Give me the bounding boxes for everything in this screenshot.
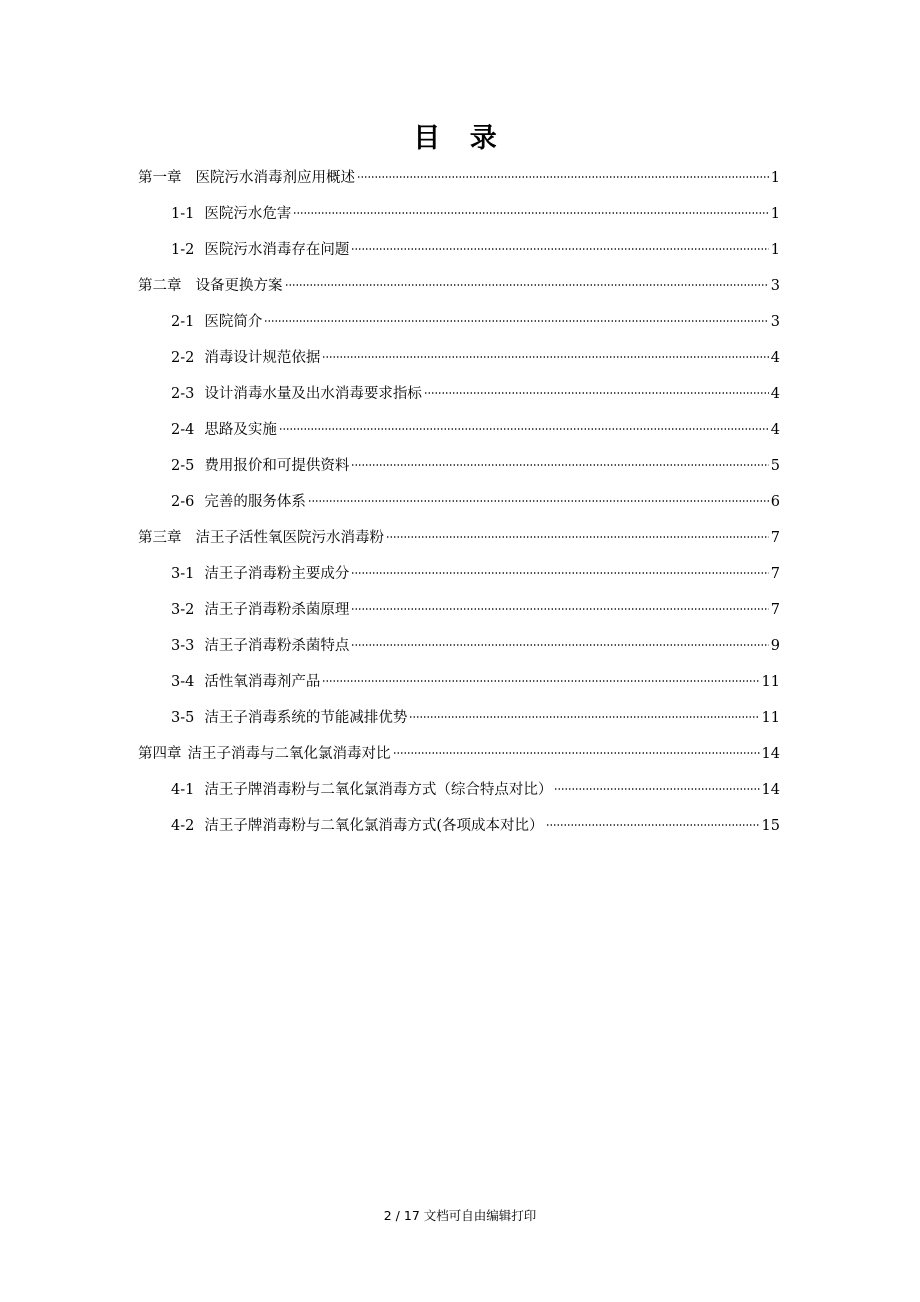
toc-entry-number: 2-3 [171,386,195,402]
toc-entry[interactable] [138,166,780,190]
toc-entry[interactable] [171,346,780,370]
toc-entry-label: 洁王子消毒粉杀菌特点 [204,638,350,654]
toc-entry-page: 4 [770,422,780,438]
toc-entry[interactable] [171,634,780,658]
toc-entry-number: 第一章 [138,170,182,186]
toc-entry-label: 设备更换方案 [195,278,283,294]
toc-entry[interactable] [171,670,780,694]
toc-leader-dots [285,284,769,286]
toc-entry-page: 7 [770,530,780,546]
toc-entry-number: 2-6 [171,494,195,510]
toc-entry-label: 设计消毒水量及出水消毒要求指标 [204,386,422,402]
toc-entry[interactable] [171,706,780,730]
toc-title: 目 录 [413,123,507,154]
toc-entry-number: 2-5 [171,458,195,474]
toc-leader-dots [424,392,769,394]
toc-entry-number: 第四章 [138,746,182,762]
toc-entry-page: 11 [761,674,780,690]
toc-entry[interactable] [138,274,780,298]
toc-entry-label: 洁王子活性氧医院污水消毒粉 [195,530,384,546]
toc-entry-number: 1-2 [171,242,195,258]
toc-entry-number: 3-4 [171,674,195,690]
toc-entry-page: 3 [770,278,780,294]
toc-entry[interactable] [171,490,780,514]
toc-entry[interactable] [171,238,780,262]
toc-entry[interactable] [171,202,780,226]
toc-leader-dots [351,464,768,466]
toc-leader-dots [279,428,769,430]
toc-leader-dots [264,320,768,322]
toc-entry-label: 医院污水消毒存在问题 [204,242,350,258]
toc-leader-dots [322,356,768,358]
toc-leader-dots [351,248,768,250]
toc-entry-number: 1-1 [171,206,195,222]
toc-entry[interactable] [171,418,780,442]
toc-entry-page: 7 [770,566,780,582]
toc-entry-label: 完善的服务体系 [204,494,306,510]
toc-entry-page: 1 [770,242,780,258]
toc-entry-number: 2-1 [171,314,195,330]
toc-entry-number: 2-2 [171,350,195,366]
toc-entry-number: 第三章 [138,530,182,546]
toc-entry-label: 消毒设计规范依据 [204,350,321,366]
toc-entry-label: 洁王子消毒与二氧化氯消毒对比 [187,746,391,762]
toc-entry[interactable] [171,562,780,586]
toc-entry[interactable] [171,778,780,802]
toc-entry-label: 洁王子牌消毒粉与二氧化氯消毒方式（综合特点对比） [204,782,553,798]
toc-leader-dots [554,788,759,790]
toc-entry-label: 医院简介 [204,314,263,330]
toc-entry-label: 费用报价和可提供资料 [204,458,350,474]
toc-entry[interactable] [171,454,780,478]
toc-entry-label: 洁王子牌消毒粉与二氧化氯消毒方式(各项成本对比） [204,818,544,834]
toc-entry[interactable] [138,526,780,550]
toc-entry-label: 洁王子消毒系统的节能减排优势 [204,710,408,726]
toc-entry[interactable] [171,310,780,334]
toc-entry-page: 4 [770,386,780,402]
toc-leader-dots [293,212,768,214]
toc-entry-number: 3-5 [171,710,195,726]
toc-entry-label: 思路及实施 [204,422,277,438]
toc-entry-page: 7 [770,602,780,618]
toc-entry-number: 第二章 [138,278,182,294]
toc-leader-dots [322,680,759,682]
toc-entry-page: 4 [770,350,780,366]
toc-entry-label: 医院污水危害 [204,206,292,222]
page-footer: 2 / 17 文档可自由编辑打印 [383,1208,537,1223]
toc-entry-number: 3-3 [171,638,195,654]
toc-entry[interactable] [171,382,780,406]
toc-entry-page: 9 [770,638,780,654]
toc-entry-page: 6 [770,494,780,510]
toc-entry-page: 1 [770,170,780,186]
toc-entry-page: 1 [770,206,780,222]
toc-entry-page: 15 [761,818,780,834]
toc-entry-label: 医院污水消毒剂应用概述 [195,170,355,186]
toc-leader-dots [351,572,768,574]
toc-entry-number: 3-1 [171,566,195,582]
toc-entry-page: 3 [770,314,780,330]
toc-leader-dots [351,608,768,610]
toc-entry-page: 11 [761,710,780,726]
toc-entry-number: 2-4 [171,422,195,438]
toc-leader-dots [409,716,759,718]
toc-entry-page: 14 [761,746,780,762]
toc-entry-label: 活性氧消毒剂产品 [204,674,321,690]
toc-entry-label: 洁王子消毒粉杀菌原理 [204,602,350,618]
toc-entry[interactable] [138,742,780,766]
toc-entry-page: 5 [770,458,780,474]
toc-leader-dots [386,536,769,538]
toc-leader-dots [546,824,760,826]
toc-entry-number: 4-2 [171,818,195,834]
toc-leader-dots [357,176,769,178]
toc-leader-dots [351,644,768,646]
toc-leader-dots [393,752,760,754]
toc-leader-dots [308,500,769,502]
toc-entry-page: 14 [761,782,780,798]
toc-entry[interactable] [171,598,780,622]
toc-entry-number: 4-1 [171,782,195,798]
toc-entry[interactable] [171,814,780,838]
toc-entry-label: 洁王子消毒粉主要成分 [204,566,350,582]
toc-entry-number: 3-2 [171,602,195,618]
